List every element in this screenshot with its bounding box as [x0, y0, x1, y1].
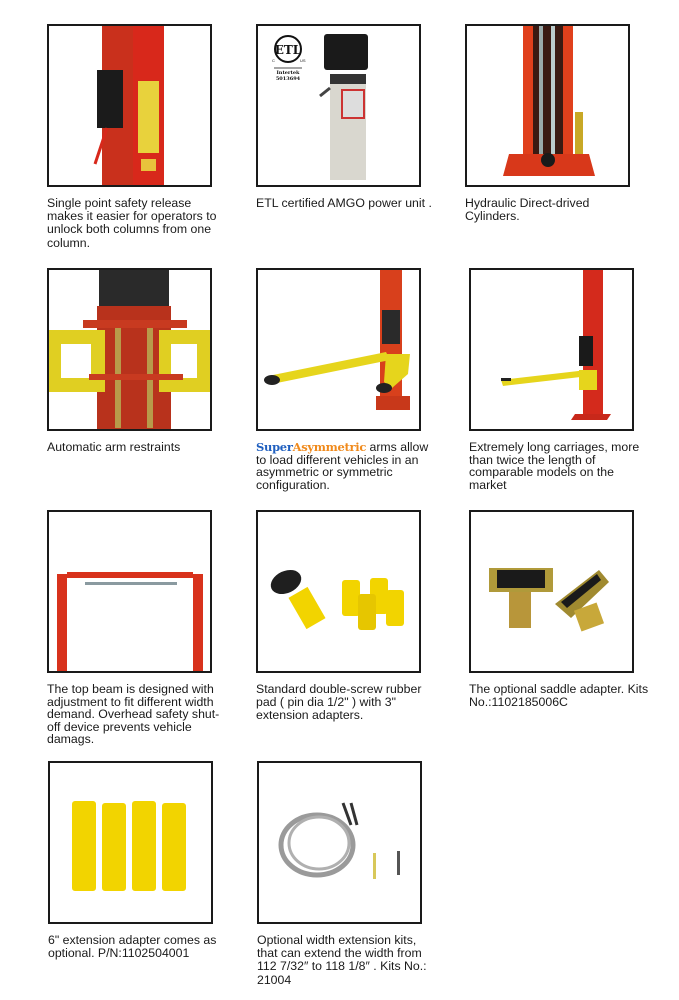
feature-caption: The optional saddle adapter. Kits No.:1102185006C: [469, 682, 649, 710]
feature-caption: The top beam is designed with adjustment to fit different width demand. Overhead safety shut-off device prevents vehicle damags.: [47, 682, 220, 746]
feature-caption: SuperAsymmetric arms allow to load different vehicles in an asymmetric or symmetric configuration.: [256, 440, 429, 492]
extension-cables-icon: [259, 763, 420, 922]
feature-caption: ETL certified AMGO power unit .: [256, 196, 432, 210]
feature-item-super-asymmetric: [256, 268, 429, 492]
feature-caption: Optional width extension kits, that can extend the width from 112 7/32″ to 118 1/8″ . Kits No.: 21004: [257, 933, 427, 987]
feature-caption: Single point safety release makes it easier for operators to unlock both columns from one column.: [47, 196, 217, 250]
hydraulic-cylinder-icon: [467, 26, 628, 185]
feature-caption: Standard double-screw rubber pad ( pin dia 1/2" ) with 3" extension adapters.: [256, 682, 422, 723]
super-asymmetric-brand: SuperAsymmetric: [256, 440, 367, 454]
svg-text:ETL: ETL: [274, 43, 302, 57]
feature-item-extension-adapter: [48, 761, 217, 961]
feature-item-arm-restraints: [47, 268, 212, 454]
rubber-pad-image: [256, 510, 421, 673]
top-beam-image: [47, 510, 212, 673]
long-carriage-icon: [471, 270, 632, 429]
feature-caption: Hydraulic Direct-drived Cylinders.: [465, 196, 590, 224]
feature-item-width-extension: [257, 761, 427, 987]
saddle-adapter-icon: [471, 512, 632, 671]
saddle-adapter-image: [469, 510, 634, 673]
extension-adapters-icon: [50, 763, 211, 922]
top-beam-icon: [49, 512, 210, 671]
feature-item-long-carriages: [469, 268, 640, 492]
svg-text:US: US: [300, 58, 306, 63]
long-carriage-image: [469, 268, 634, 431]
svg-text:C: C: [272, 58, 275, 63]
svg-text:5013694: 5013694: [275, 76, 301, 82]
feature-item-safety-release: [47, 24, 217, 250]
feature-item-saddle-adapter: [469, 510, 649, 710]
svg-text:Intertek: Intertek: [276, 70, 300, 76]
width-extension-image: [257, 761, 422, 924]
feature-caption: 6" extension adapter comes as optional. P/N:1102504001: [48, 933, 217, 961]
safety-release-image: [47, 24, 212, 187]
asymmetric-arms-icon: [258, 270, 419, 429]
power-unit-icon: [258, 26, 419, 185]
cylinders-image: [465, 24, 630, 187]
feature-caption: Extremely long carriages, more than twice the length of comparable models on the market: [469, 440, 640, 492]
arm-restraints-icon: [49, 270, 210, 429]
feature-item-cylinders: [465, 24, 630, 223]
asymmetric-arms-image: [256, 268, 421, 431]
power-unit-image: [256, 24, 421, 187]
extension-adapter-image: [48, 761, 213, 924]
feature-item-top-beam: [47, 510, 220, 746]
feature-item-rubber-pad: [256, 510, 421, 723]
rubber-pad-icon: [258, 512, 419, 671]
feature-caption: Automatic arm restraints: [47, 440, 181, 454]
feature-item-power-unit: [256, 24, 432, 210]
arm-restraints-image: [47, 268, 212, 431]
lift-column-icon: [49, 26, 210, 185]
